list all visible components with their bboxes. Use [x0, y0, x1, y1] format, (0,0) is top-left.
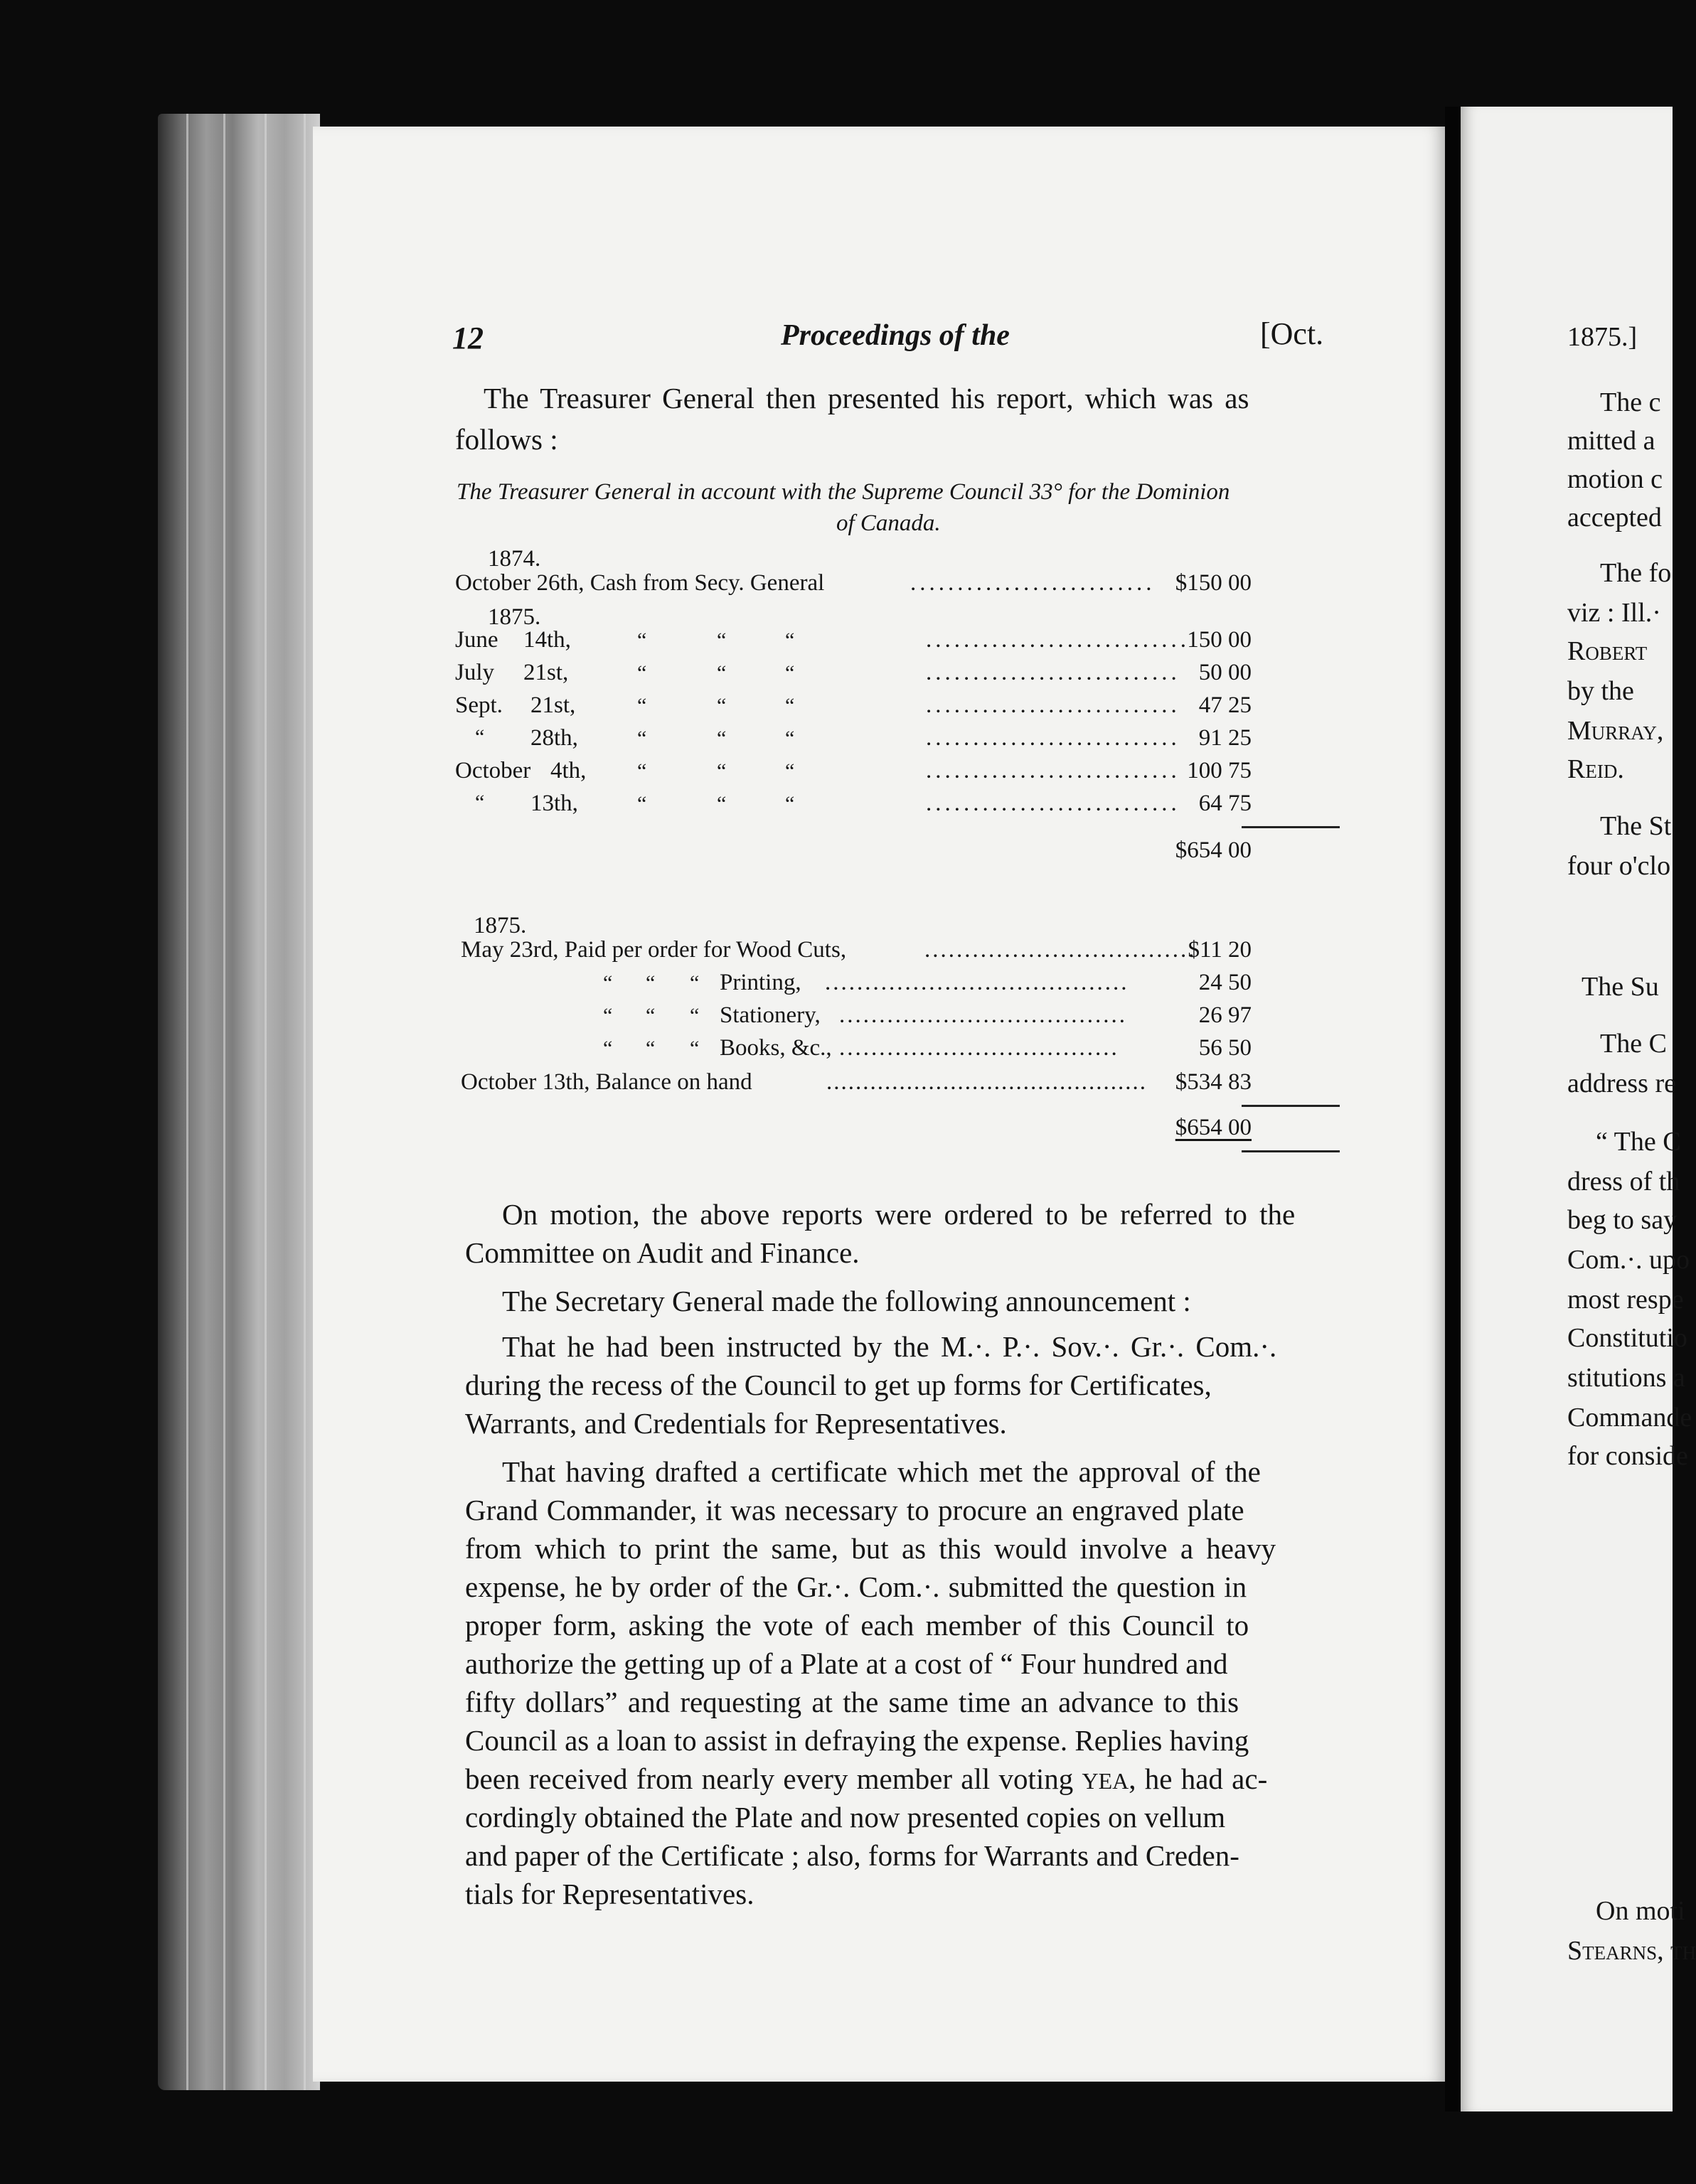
- leader-dots: ......................................: [825, 970, 1129, 995]
- ditto-mark: “: [717, 628, 727, 652]
- leader-dots: ..................................: [924, 937, 1197, 963]
- ditto-mark: “: [637, 628, 647, 652]
- intro-line-1: The Treasurer General then presented his report, which was as: [484, 382, 1249, 414]
- ditto-mark: “: [717, 661, 727, 685]
- right-line: Stearns, th: [1567, 1936, 1696, 1966]
- running-month: [Oct.: [1260, 316, 1324, 351]
- balance-label: October 13th, Balance on hand: [461, 1069, 752, 1095]
- left-page: [313, 127, 1445, 2082]
- right-line: mitted a: [1567, 426, 1655, 456]
- receipt-day: 4th,: [550, 758, 587, 783]
- payment-label: Stationery,: [720, 1002, 821, 1028]
- right-line: Reid.: [1567, 754, 1624, 784]
- paragraph-line: Council as a loan to assist in defraying the expense. Replies having: [465, 1724, 1249, 1757]
- paragraph-line: That he had been instructed by the M.·. P.·. Sov.·. Gr.·. Com.·.: [502, 1330, 1277, 1363]
- receipt-row-label: October 26th, Cash from Secy. General: [455, 570, 825, 596]
- right-line: address re: [1567, 1069, 1676, 1098]
- receipt-month: October: [455, 758, 531, 783]
- ditto-mark: “: [637, 792, 647, 815]
- paragraph-line: tials for Representatives.: [465, 1878, 754, 1910]
- ditto-mark: “: [603, 971, 613, 995]
- intro-line-2: follows :: [455, 423, 558, 456]
- ditto-mark: “: [717, 727, 727, 750]
- paragraph-line: authorize the getting up of a Plate at a cost of “ Four hundred and: [465, 1647, 1228, 1680]
- ditto-mark: “: [646, 1037, 656, 1060]
- ditto-mark: “: [717, 759, 727, 783]
- right-line: The c: [1600, 387, 1661, 417]
- receipts-total: $654 00: [1175, 837, 1252, 863]
- receipt-month: July: [455, 660, 495, 685]
- right-page-header: 1875.]: [1567, 322, 1638, 352]
- right-line: accepted: [1567, 503, 1662, 532]
- right-line: “ The C: [1596, 1127, 1681, 1157]
- payment-row-label: May 23rd, Paid per order for Wood Cuts,: [461, 937, 847, 963]
- paragraph-line: during the recess of the Council to get up forms for Certificates,: [465, 1369, 1212, 1401]
- ditto-mark: “: [785, 759, 795, 783]
- paragraph-line: and paper of the Certificate ; also, forms for Warrants and Creden-: [465, 1839, 1239, 1872]
- ditto-mark: “: [637, 759, 647, 783]
- ditto-mark: “: [690, 1037, 700, 1060]
- paragraph-line: On motion, the above reports were ordered to be referred to the: [502, 1198, 1296, 1231]
- right-line: stitutions a: [1567, 1363, 1685, 1393]
- receipt-month: June: [455, 627, 498, 653]
- ditto-mark: “: [475, 725, 485, 749]
- leader-dots: ............................: [926, 627, 1190, 653]
- ditto-mark: “: [785, 694, 795, 717]
- double-rule: [1242, 1150, 1340, 1152]
- leader-dots: ...........................: [926, 758, 1180, 783]
- book-gutter: [1445, 107, 1461, 2111]
- right-line: viz : Ill.·: [1567, 598, 1661, 628]
- paragraph-line: That having drafted a certificate which met the approval of the: [502, 1455, 1261, 1488]
- receipt-month: Sept.: [455, 692, 503, 718]
- payment-amount: 24 50: [1198, 970, 1252, 995]
- receipt-day: 21st,: [530, 692, 576, 718]
- receipt-amount: 91 25: [1198, 725, 1252, 751]
- ditto-mark: “: [717, 792, 727, 815]
- right-line: The fo: [1600, 558, 1672, 588]
- right-line: for conside: [1567, 1441, 1688, 1471]
- leader-dots: ...........................: [926, 692, 1180, 718]
- subtotal-rule: [1242, 1105, 1340, 1107]
- paragraph-line: proper form, asking the vote of each member of this Council to: [465, 1609, 1249, 1642]
- leader-dots: ....................................: [839, 1002, 1127, 1028]
- ditto-mark: “: [690, 971, 700, 995]
- receipt-amount: 47 25: [1198, 692, 1252, 718]
- ditto-mark: “: [637, 661, 647, 685]
- receipt-amount: 64 75: [1198, 791, 1252, 816]
- ditto-mark: “: [690, 1004, 700, 1027]
- leader-dots: ...........................: [926, 791, 1180, 816]
- right-line: beg to say: [1567, 1205, 1678, 1235]
- right-line: dress of th: [1567, 1167, 1680, 1197]
- balance-amount: $534 83: [1175, 1069, 1252, 1095]
- right-line: most respe: [1567, 1285, 1684, 1315]
- payment-label: Printing,: [720, 970, 801, 995]
- account-caption-line-1: The Treasurer General in account with the Supreme Council 33° for the Dominion: [457, 479, 1230, 505]
- receipt-amount: 100 75: [1187, 758, 1252, 783]
- right-line: four o'clo: [1567, 851, 1671, 881]
- paragraph-line: been received from nearly every member all voting YEA, he had ac-: [465, 1762, 1268, 1795]
- paragraph-line: expense, he by order of the Gr.·. Com.·. submitted the question in: [465, 1570, 1247, 1603]
- leader-dots: ...........................: [926, 725, 1180, 751]
- ditto-mark: “: [646, 971, 656, 995]
- subtotal-rule: [1242, 826, 1340, 828]
- receipt-amount: 50 00: [1198, 660, 1252, 685]
- ditto-mark: “: [637, 694, 647, 717]
- receipt-day: 21st,: [523, 660, 569, 685]
- receipt-day: 13th,: [530, 791, 578, 816]
- receipts-year-1875: 1875.: [488, 604, 541, 630]
- ditto-mark: “: [717, 694, 727, 717]
- receipts-year-1874: 1874.: [488, 546, 541, 572]
- paragraph-line: Grand Commander, it was necessary to procure an engraved plate: [465, 1494, 1244, 1526]
- right-line: The C: [1600, 1029, 1667, 1059]
- right-line: motion c: [1567, 464, 1663, 494]
- payment-label: Books, &c.,: [720, 1035, 832, 1061]
- account-caption-line-2: of Canada.: [836, 510, 941, 536]
- ditto-mark: “: [646, 1004, 656, 1027]
- right-line: Robert: [1567, 636, 1648, 666]
- payments-year: 1875.: [474, 913, 527, 938]
- payment-amount: $11 20: [1188, 937, 1252, 963]
- receipt-day: 14th,: [523, 627, 571, 653]
- ditto-mark: “: [603, 1037, 613, 1060]
- payment-amount: 56 50: [1198, 1035, 1252, 1061]
- paragraph-line: from which to print the same, but as this would involve a heavy: [465, 1532, 1276, 1565]
- ditto-mark: “: [785, 628, 795, 652]
- paragraph-line: The Secretary General made the following announcement :: [502, 1285, 1191, 1317]
- right-line: The Su: [1582, 972, 1659, 1002]
- paragraph-line: Committee on Audit and Finance.: [465, 1236, 860, 1269]
- leader-dots: ............................................: [826, 1069, 1147, 1095]
- payment-amount: 26 97: [1198, 1002, 1252, 1028]
- right-line: Constitutio: [1567, 1323, 1687, 1353]
- receipt-day: 28th,: [530, 725, 578, 751]
- paragraph-line: fifty dollars” and requesting at the same time an advance to this: [465, 1686, 1239, 1718]
- right-line: On moti: [1596, 1896, 1685, 1926]
- leader-dots: ...........................: [926, 660, 1180, 685]
- ditto-mark: “: [475, 791, 485, 814]
- right-line: Com.·. upo: [1567, 1245, 1690, 1275]
- right-line: by the: [1567, 676, 1634, 706]
- paragraph-line: cordingly obtained the Plate and now presented copies on vellum: [465, 1801, 1226, 1834]
- leader-dots: ...................................: [839, 1035, 1119, 1061]
- payments-total: $654 00: [1175, 1115, 1252, 1140]
- right-page: [1461, 107, 1696, 2111]
- folio: 12: [452, 321, 484, 355]
- ditto-mark: “: [785, 727, 795, 750]
- leader-dots: ..........................: [910, 570, 1156, 596]
- ditto-mark: “: [785, 792, 795, 815]
- receipt-amount: 150 00: [1187, 627, 1252, 653]
- ditto-mark: “: [603, 1004, 613, 1027]
- ditto-mark: “: [785, 661, 795, 685]
- right-line: Commande: [1567, 1403, 1692, 1433]
- receipt-amount: $150 00: [1175, 570, 1252, 596]
- page-edges: [158, 114, 320, 2090]
- running-title: Proceedings of the: [781, 319, 1010, 352]
- paragraph-line: Warrants, and Credentials for Representatives.: [465, 1407, 1007, 1440]
- right-line: The St: [1600, 811, 1672, 841]
- ditto-mark: “: [637, 727, 647, 750]
- right-line: Murray,: [1567, 716, 1664, 746]
